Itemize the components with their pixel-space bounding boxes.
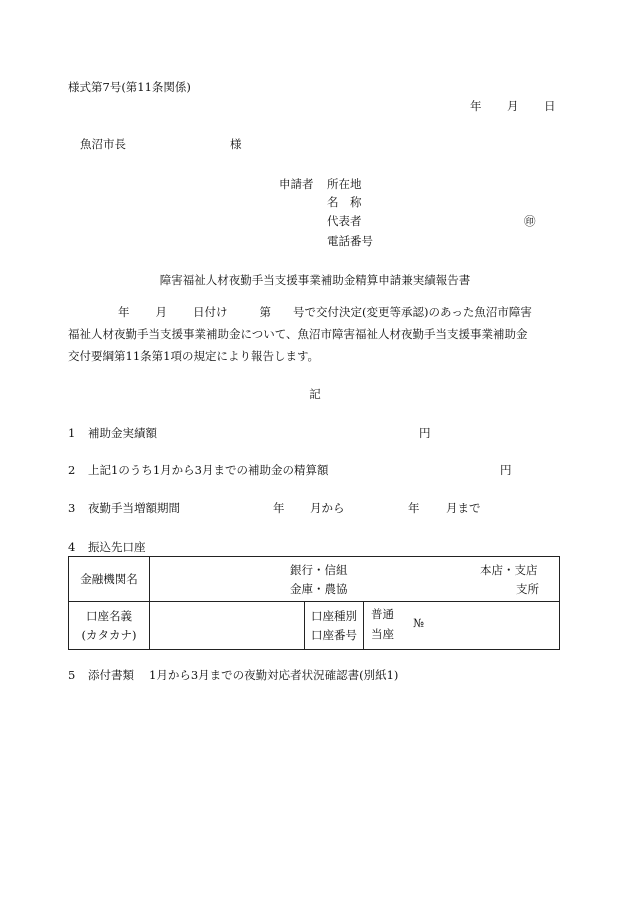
type-label: 口座種別 — [311, 608, 357, 623]
date-year: 年 — [470, 99, 482, 113]
item1-unit: 円 — [419, 426, 431, 440]
document-title: 障害福祉人材夜勤手当支援事業補助金精算申請兼実績報告書 — [159, 273, 471, 287]
holder-label-2: (カタカナ) — [81, 627, 137, 642]
item2-unit: 円 — [500, 463, 512, 477]
bank-types-top: 銀行・信組 — [290, 563, 348, 577]
form-label: 様式第7号(第11条関係) — [68, 80, 191, 94]
ki-heading: 記 — [309, 387, 321, 401]
type-ordinary[interactable]: 普通 — [371, 607, 394, 621]
type-number-value-cell[interactable] — [364, 602, 560, 650]
number-label: 口座番号 — [311, 627, 357, 642]
applicant-label: 申請者 — [279, 177, 314, 191]
item5-value: 1月から3月までの夜勤対応者状況確認書(別紙1) — [149, 668, 399, 682]
item3-number: 3 — [68, 501, 76, 515]
institution-label: 金融機関名 — [80, 572, 138, 586]
body-year: 年 — [118, 305, 130, 319]
body-no-prefix: 第 — [259, 305, 271, 319]
item1-label: 補助金実績額 — [88, 426, 157, 440]
addressee-name: 魚沼市長 — [80, 137, 126, 151]
address-label: 所在地 — [327, 177, 362, 191]
item2-label: 上記1のうち1月から3月までの補助金の精算額 — [88, 463, 329, 477]
branch-top: 本店・支店 — [480, 563, 538, 577]
item3-label: 夜勤手当増額期間 — [88, 501, 180, 515]
no-mark: № — [413, 616, 424, 630]
holder-label-cell — [69, 602, 150, 650]
table-row — [69, 602, 560, 650]
item3-until: 月まで — [446, 501, 481, 515]
phone-label: 電話番号 — [327, 234, 373, 248]
body-line-1 — [68, 301, 560, 323]
item3-year-1: 年 — [273, 501, 285, 515]
body-month: 月 — [155, 305, 167, 319]
type-current[interactable]: 当座 — [371, 627, 394, 641]
date-month: 月 — [507, 99, 519, 113]
branch-bottom: 支所 — [516, 582, 539, 596]
item5-number: 5 — [68, 668, 76, 682]
body-paragraph — [68, 301, 560, 367]
body-rest-line-1: 号で交付決定(変更等承認)のあった魚沼市障害 — [293, 305, 532, 319]
name-label: 名 称 — [327, 195, 362, 209]
item5-label: 添付書類 — [88, 668, 134, 682]
institution-value-cell[interactable] — [150, 557, 560, 602]
date-day: 日 — [544, 99, 556, 113]
item2-number: 2 — [68, 463, 76, 477]
body-dated: 日付け — [193, 305, 228, 319]
item3-from: 月から — [310, 501, 345, 515]
table-row — [69, 557, 560, 602]
type-number-label-cell — [305, 602, 364, 650]
bank-account-table — [68, 556, 560, 650]
item4-label: 振込先口座 — [88, 540, 146, 554]
holder-value-cell[interactable] — [150, 602, 305, 650]
seal-mark: ㊞ — [524, 214, 536, 228]
representative-label: 代表者 — [327, 214, 362, 228]
addressee-honorific: 様 — [230, 137, 242, 151]
item1-number: 1 — [68, 426, 76, 440]
bank-types-bottom: 金庫・農協 — [290, 582, 348, 596]
institution-label-cell — [69, 557, 150, 602]
body-line-2: 福祉人材夜勤手当支援事業補助金について、魚沼市障害福祉人材夜勤手当支援事業補助金 — [68, 327, 528, 341]
body-line-3: 交付要綱第11条第1項の規定により報告します。 — [68, 349, 320, 363]
item3-year-2: 年 — [408, 501, 420, 515]
holder-label-1: 口座名義 — [86, 608, 132, 623]
item4-number: 4 — [68, 540, 76, 554]
